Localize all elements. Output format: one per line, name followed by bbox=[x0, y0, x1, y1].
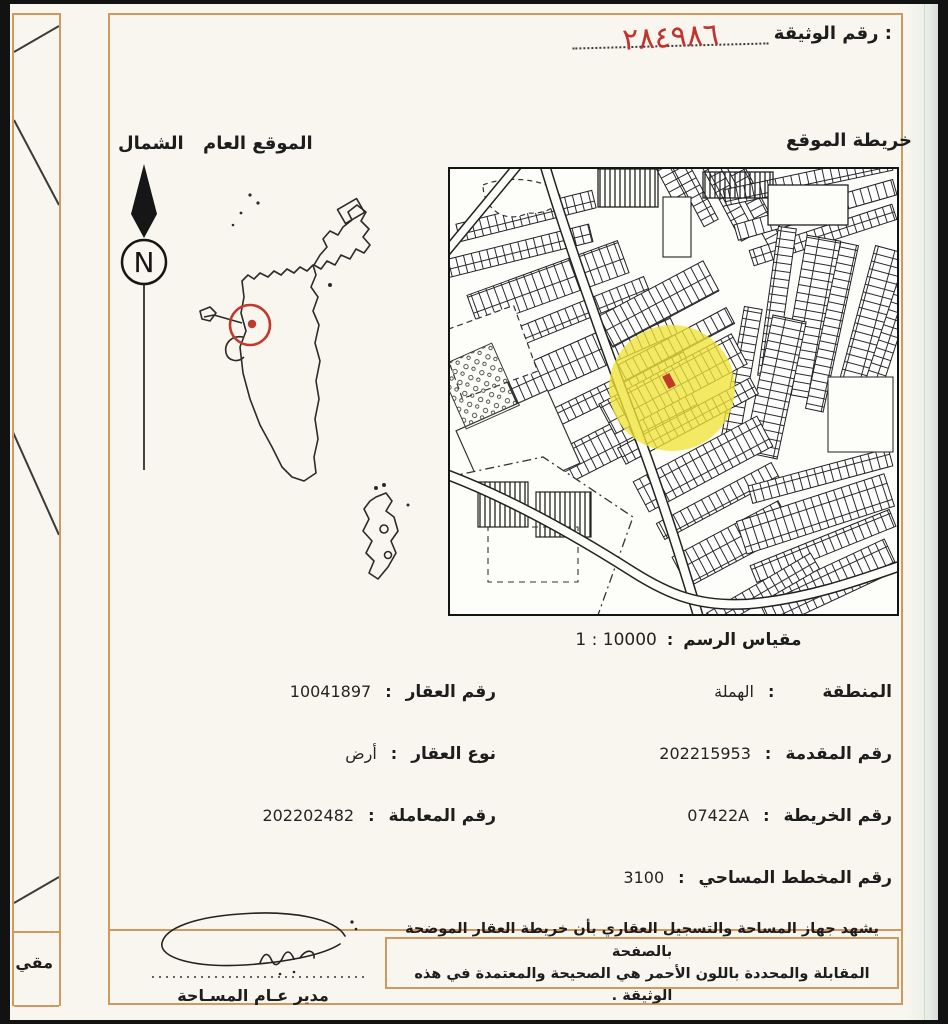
document-number-label: رقم الوثيقة : bbox=[773, 23, 892, 44]
detail-row-property-number bbox=[290, 682, 496, 702]
transaction-number-colon: : bbox=[368, 806, 375, 825]
region-value: الهملة bbox=[714, 682, 754, 701]
location-map bbox=[448, 167, 899, 616]
margin-strip-cell bbox=[14, 931, 59, 1007]
region-label: المنطقة bbox=[822, 682, 892, 702]
certification-statement-box bbox=[385, 921, 899, 1005]
document-number-handwritten: ٢٨٤٩٨٦ bbox=[620, 17, 720, 58]
property-type-value: أرض bbox=[345, 744, 377, 763]
general-location-header: الموقع العام bbox=[203, 133, 313, 154]
north-header: الشمال bbox=[118, 133, 184, 154]
margin-partial-text: مقي bbox=[15, 953, 53, 972]
survey-plan-number-label: رقم المخطط المساحي bbox=[698, 868, 892, 888]
plot-highlight-circle bbox=[609, 325, 735, 451]
scale-colon: : bbox=[666, 630, 674, 649]
left-margin-strip bbox=[12, 13, 61, 1006]
detail-row-application-number bbox=[659, 744, 892, 764]
margin-diagonal-lines bbox=[14, 15, 59, 1006]
region-colon: : bbox=[767, 682, 775, 701]
property-type-label: نوع العقار bbox=[411, 744, 496, 764]
scale-ratio: 1 : 10000 bbox=[575, 630, 657, 650]
page-edge-shading bbox=[905, 4, 938, 1020]
document-number-row bbox=[572, 17, 892, 58]
property-number-value: 10041897 bbox=[289, 682, 372, 701]
detail-row-region bbox=[714, 682, 892, 702]
document-number-dotted-line bbox=[571, 15, 768, 58]
location-map-header: خريطة الموقع bbox=[786, 130, 913, 151]
compass-letter: N bbox=[133, 246, 155, 279]
page-edge-line bbox=[924, 4, 925, 1020]
survey-plan-number-value: 3100 bbox=[623, 868, 665, 887]
detail-row-survey-plan-number bbox=[623, 868, 892, 888]
signature bbox=[140, 908, 370, 988]
map-scale-row bbox=[448, 630, 899, 650]
map-number-label: رقم الخريطة bbox=[783, 806, 892, 826]
statement-line-2: المقابلة والمحددة باللون الأحمر هي الصحيحة والمعتمدة في هذه الوثيقة . bbox=[414, 966, 870, 1005]
transaction-number-label: رقم المعاملة bbox=[388, 806, 496, 826]
property-type-colon: : bbox=[390, 744, 398, 763]
general-location-dot bbox=[248, 320, 256, 328]
transaction-number-value: 202202482 bbox=[262, 806, 355, 825]
scale-label: مقياس الرسم bbox=[683, 630, 802, 650]
detail-row-map-number bbox=[687, 806, 892, 826]
map-number-colon: : bbox=[763, 806, 770, 825]
signature-title: مدير عـام المسـاحة bbox=[177, 986, 329, 1005]
map-number-value: 07422A bbox=[687, 806, 750, 825]
application-number-colon: : bbox=[764, 744, 772, 763]
north-arrow-icon bbox=[118, 158, 170, 478]
property-number-label: رقم العقار bbox=[405, 682, 496, 702]
property-number-colon: : bbox=[385, 682, 392, 701]
survey-plan-number-colon: : bbox=[678, 868, 685, 887]
statement-line-1: يشهد جهاز المساحة والتسجيل العقاري بأن خريطة العقار الموضحة بالصفحة bbox=[405, 921, 879, 960]
detail-row-transaction-number bbox=[262, 806, 496, 826]
application-number-value: 202215953 bbox=[659, 744, 751, 763]
bahrain-outline-map bbox=[180, 185, 420, 605]
application-number-label: رقم المقدمة bbox=[785, 744, 892, 764]
detail-row-property-type bbox=[345, 744, 496, 764]
